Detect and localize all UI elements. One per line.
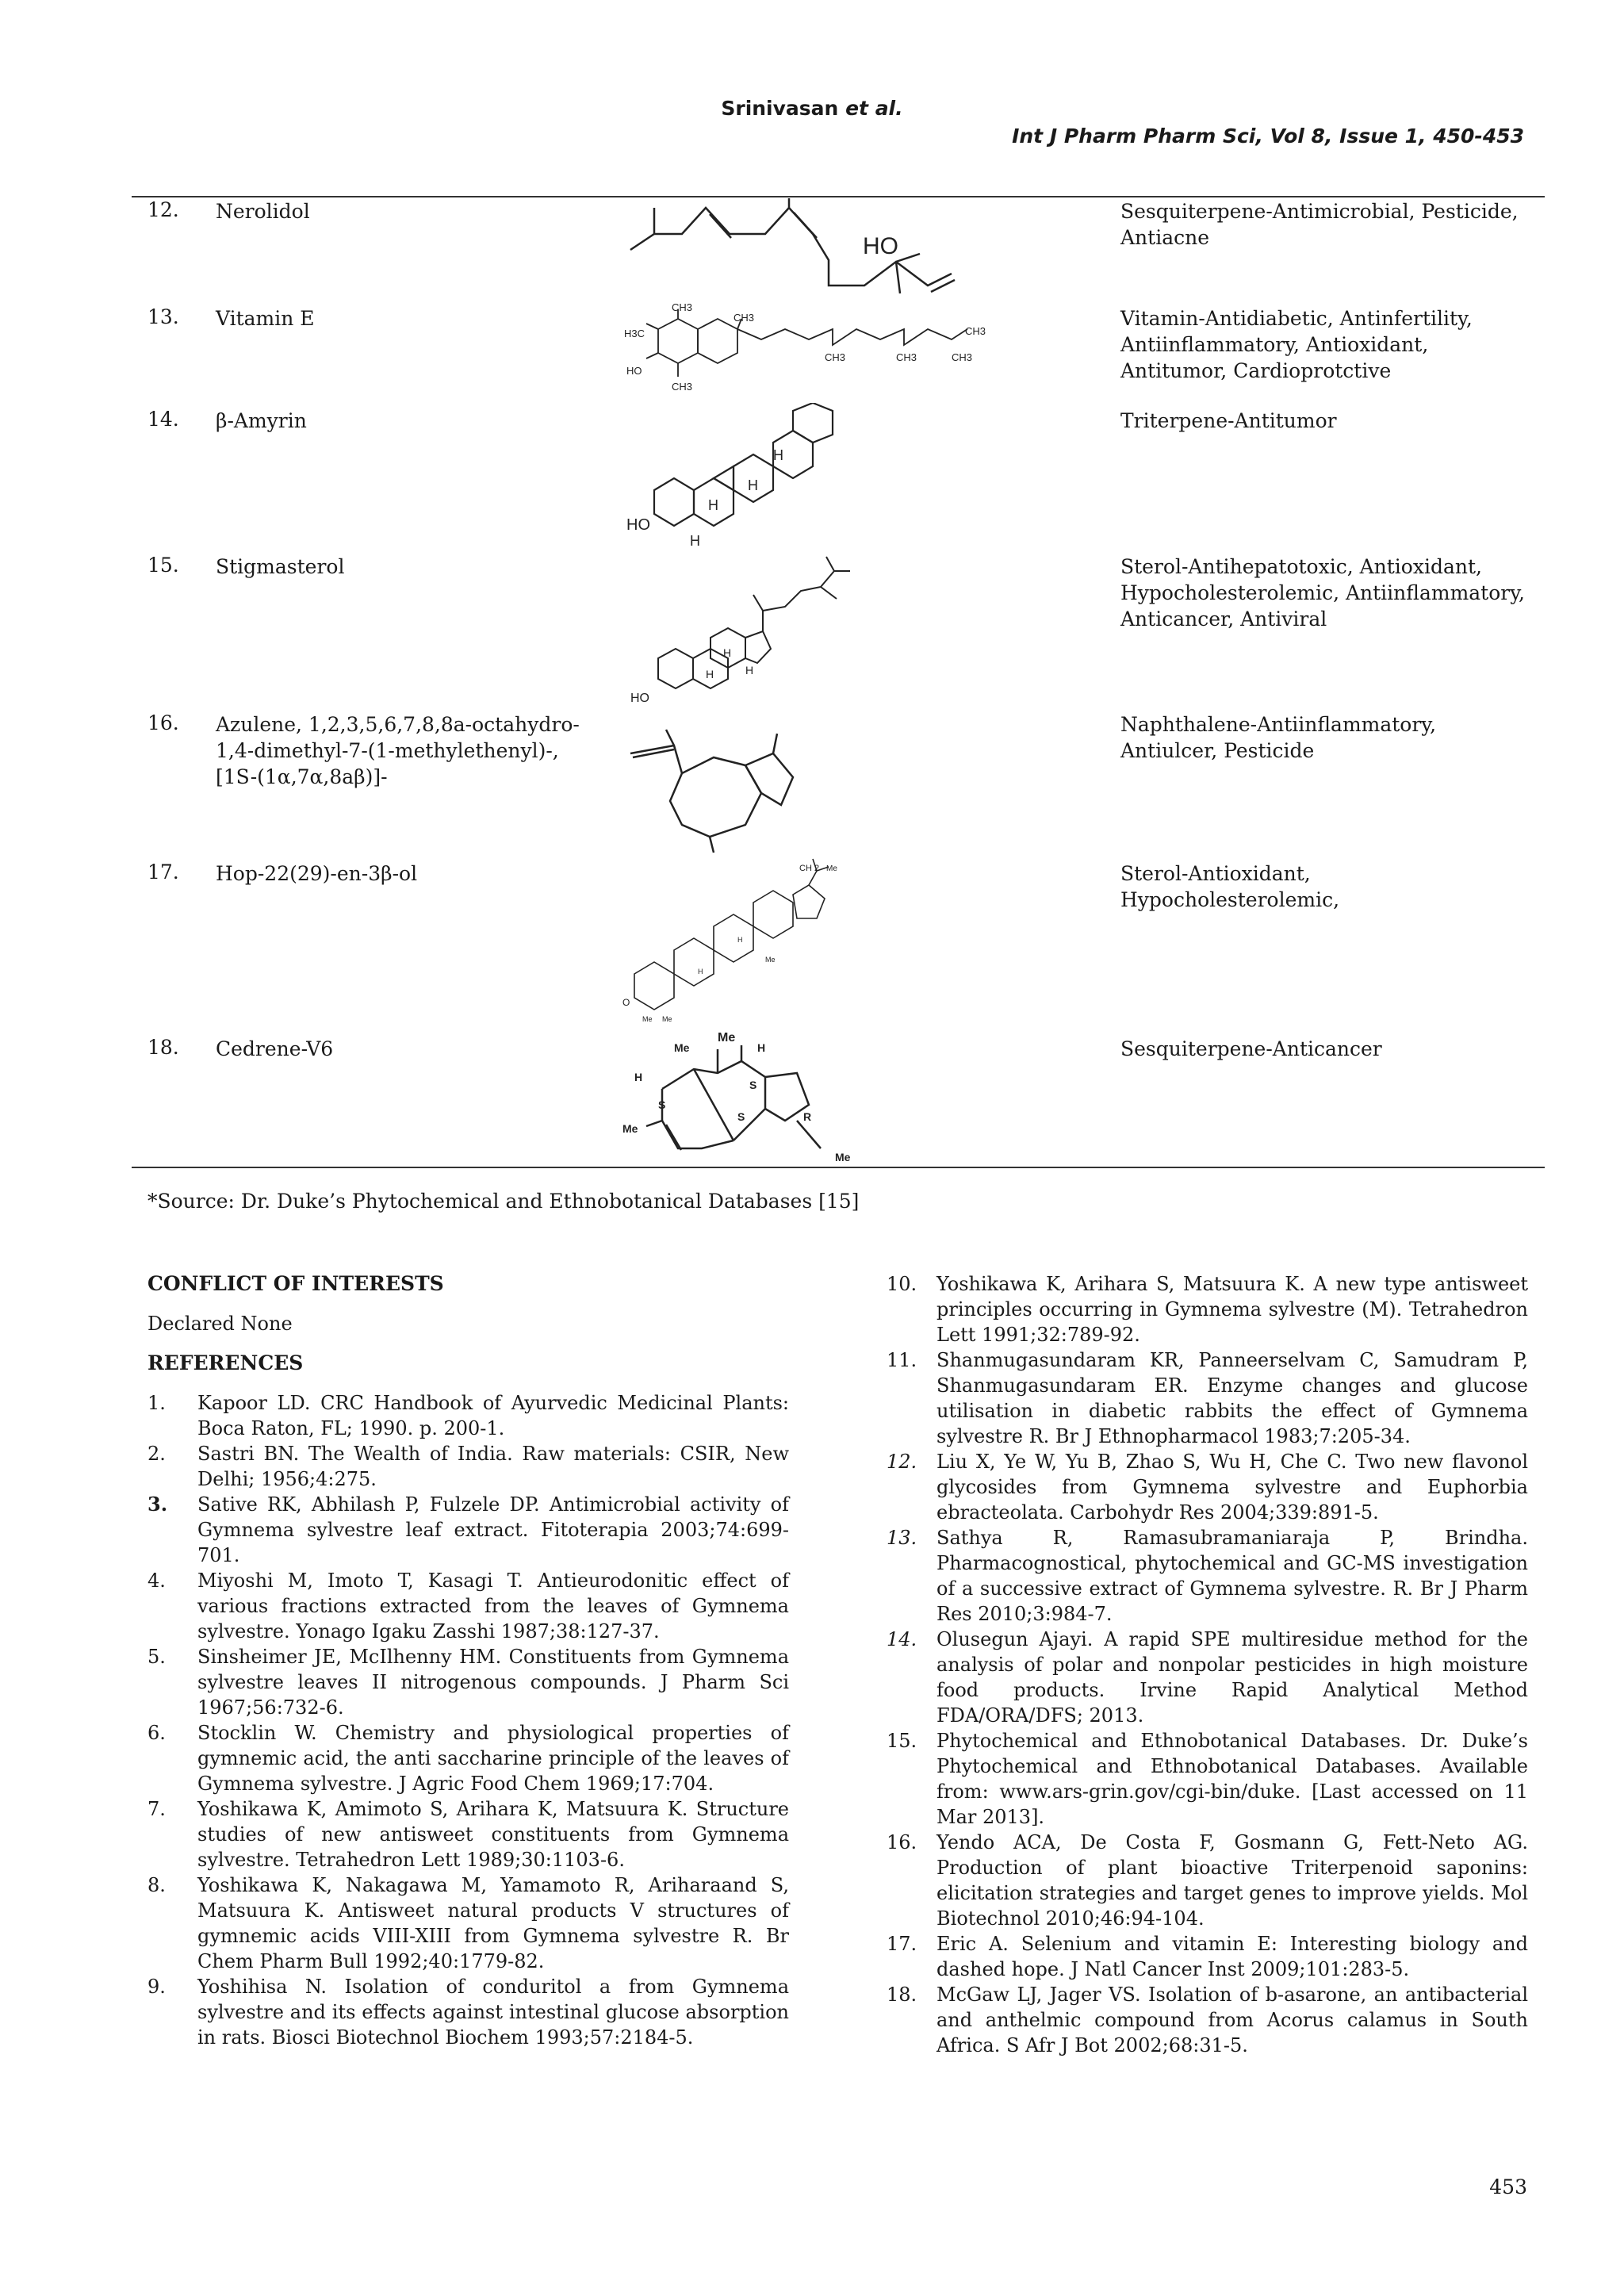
svg-text:Me: Me [826, 864, 837, 873]
reference-item: 15. Phytochemical and Ethnobotanical Databases. Dr. Duke’s Phytochemical and Ethnobotanical Databases. Available from: www.ars-grin.gov/cgi-bin/duke. [Last accessed on 11 Mar 2013]. [887, 1730, 1528, 1828]
svg-text:Me: Me [662, 1015, 672, 1023]
compound-name: Stigmasterol [216, 555, 345, 578]
svg-text:H: H [706, 668, 714, 680]
svg-text:S: S [737, 1110, 745, 1123]
row-number: 18. [147, 1036, 179, 1059]
references-heading: REFERENCES [147, 1351, 304, 1374]
compound-activity: Sesquiterpene-Antimicrobial, Pesticide, Antiacne [1120, 200, 1519, 249]
stigmasterol-structure [626, 555, 864, 706]
table-source-note: *Source: Dr. Duke’s Phytochemical and Ethnobotanical Databases [15] [147, 1190, 860, 1213]
row-number: 12. [147, 198, 179, 221]
reference-item: 16. Yendo ACA, De Costa F, Gosmann G, Fett-Neto AG. Production of plant bioactive Triterpenoid saponins: elicitation strategies and target genes to improve yields. Mol Biotechnol 2010;46:94-104. [887, 1831, 1528, 1930]
compound-name: Vitamin E [216, 307, 315, 330]
reference-item: 18. McGaw LJ, Jager VS. Isolation of b-asarone, an antibacterial and anthelmic compound from Acorus calamus in South Africa. S Afr J Bot 2002;68:31-5. [887, 1984, 1528, 2056]
row-number: 17. [147, 861, 179, 884]
svg-text:H: H [690, 533, 700, 549]
reference-item: 4. Miyoshi M, Imoto T, Kasagi T. Antieurodonitic effect of various fractions extracted from the leaves of Gymnema sylvestre. Yonago Igaku Zasshi 1987;38:127-37. [147, 1570, 789, 1642]
conflict-text: Declared None [147, 1313, 293, 1335]
compound-name: Nerolidol [216, 200, 310, 223]
reference-item: 10. Yoshikawa K, Arihara S, Matsuura K. A new type antisweet principles occurring in Gymnema sylvestre (M). Tetrahedron Lett 1991;32:789-92. [887, 1273, 1528, 1346]
svg-text:CH3: CH3 [733, 312, 755, 324]
svg-text:H: H [745, 664, 754, 677]
reference-item: 2. Sastri BN. The Wealth of India. Raw materials: CSIR, New Delhi; 1956;4:275. [147, 1443, 789, 1490]
svg-text:H: H [634, 1071, 643, 1083]
reference-item: 7. Yoshikawa K, Amimoto S, Arihara K, Matsuura K. Structure studies of new antisweet constituents from Gymnema sylvestre. Tetrahedron Lett 1989;30:1103-6. [147, 1798, 789, 1871]
svg-text:H: H [757, 1041, 766, 1054]
svg-text:HO: HO [630, 692, 649, 705]
svg-text:H: H [748, 477, 758, 493]
reference-item: 1. Kapoor LD. CRC Handbook of Ayurvedic Medicinal Plants: Boca Raton, FL; 1990. p. 200-1. [147, 1392, 789, 1439]
table-row [0, 711, 1624, 788]
reference-item: 12. Liu X, Ye W, Yu B, Zhao S, Wu H, Che C. Two new flavonol glycosides from Gymnema sylvestre and Euphorbia ebracteolata. Carbohydr Res 2004;339:891-5. [887, 1451, 1528, 1524]
compound-activity: Triterpene-Antitumor [1120, 409, 1337, 432]
reference-item: 17. Eric A. Selenium and vitamin E: Interesting biology and dashed hope. J Natl Cancer Inst 2009;101:283-5. [887, 1933, 1528, 1980]
reference-item: 9. Yoshihisa N. Isolation of conduritol a from Gymnema sylvestre and its effects against intestinal glucose absorption in rats. Biosci Biotechnol Biochem 1993;57:2184-5. [147, 1976, 789, 2049]
svg-text:S: S [749, 1079, 757, 1091]
svg-text:CH 2: CH 2 [799, 864, 820, 873]
svg-text:CH3: CH3 [965, 325, 986, 337]
compound-activity: Vitamin-Antidiabetic, Antinfertility, Antiinflammatory, Antioxidant, Antitumor, Cardioprotctive [1120, 307, 1473, 382]
hopenol-structure [619, 855, 872, 1029]
reference-item: 8. Yoshikawa K, Nakagawa M, Yamamoto R, Ariharaand S, Matsuura K. Antisweet natural products V structures of gymnemic acids VIII-XIII from Gymnema sylvestre R. Br Chem Pharm Bull 1992;40:1779-82. [147, 1874, 789, 1972]
running-head-author: Srinivasan et al. [721, 97, 903, 120]
svg-text:H: H [708, 497, 718, 513]
row-number: 15. [147, 554, 179, 577]
row-number: 13. [147, 305, 179, 328]
page-number: 453 [1489, 2175, 1527, 2198]
reference-item: 14. Olusegun Ajayi. A rapid SPE multiresidue method for the analysis of polar and nonpolar pesticides in high moisture food products. Irvine Rapid Analytical Method FDA/ORA/DFS; 2013. [887, 1628, 1528, 1727]
svg-text:Me: Me [765, 956, 776, 964]
row-number: 14. [147, 408, 179, 431]
vitamin-e-structure [622, 301, 995, 404]
svg-text:CH3: CH3 [672, 301, 693, 313]
svg-text:HO: HO [626, 516, 650, 534]
table-bottom-rule [132, 1167, 1545, 1168]
svg-text:R: R [803, 1110, 812, 1123]
svg-text:Me: Me [674, 1041, 690, 1054]
nerolidol-structure [626, 198, 983, 301]
compound-name: Hop-22(29)-en-3β-ol [216, 862, 418, 885]
compound-activity: Sterol-Antioxidant, Hypocholesterolemic, [1120, 862, 1340, 911]
svg-text:S: S [658, 1098, 666, 1111]
left-column [147, 1271, 789, 2050]
svg-text:CH3: CH3 [825, 351, 846, 363]
compound-name: Azulene, 1,2,3,5,6,7,8,8a-octahydro-1,4-dimethyl-7-(1-methylethenyl)-, [1S-(1α,7α,8aβ)]- [216, 713, 580, 788]
compound-name: Cedrene-V6 [216, 1037, 334, 1060]
reference-item: 13. Sathya R, Ramasubramaniaraja P, Brindha. Pharmacognostical, phytochemical and GC-MS investigation of a successive extract of Gymnema sylvestre. R. Br J Pharm Res 2010;3:984-7. [887, 1527, 1528, 1625]
beta-amyrin-structure [622, 403, 845, 554]
reference-item: 6. Stocklin W. Chemistry and physiological properties of gymnemic acid, the anti saccharine principle of the leaves of Gymnema sylvestre. J Agric Food Chem 1969;17:704. [147, 1722, 789, 1795]
azulene-structure [626, 722, 817, 857]
svg-text:H3C: H3C [624, 328, 645, 339]
cedrene-structure [615, 1029, 868, 1168]
svg-text:O: O [622, 997, 630, 1008]
svg-text:Me: Me [835, 1151, 851, 1163]
svg-text:Me: Me [642, 1015, 653, 1023]
svg-text:H: H [737, 936, 743, 944]
compound-activity: Naphthalene-Antiinflammatory, Antiulcer, Pesticide [1120, 713, 1437, 762]
reference-item: 3. Sative RK, Abhilash P, Fulzele DP. Antimicrobial activity of Gymnema sylvestre leaf extract. Fitoterapia 2003;74:699-701. [147, 1493, 789, 1566]
svg-text:Me: Me [718, 1031, 736, 1045]
svg-text:CH3: CH3 [896, 351, 917, 363]
svg-text:CH3: CH3 [672, 381, 693, 393]
compound-activity: Sterol-Antihepatotoxic, Antioxidant, Hypocholesterolemic, Antiinflammatory, Anticancer, Antiviral [1120, 555, 1525, 631]
svg-text:CH3: CH3 [952, 351, 973, 363]
svg-text:HO: HO [626, 365, 642, 377]
svg-text:H: H [773, 447, 783, 463]
svg-text:H: H [698, 968, 703, 976]
compound-name: β-Amyrin [216, 409, 307, 432]
row-number: 16. [147, 711, 179, 734]
reference-item: 5. Sinsheimer JE, McIlhenny HM. Constituents from Gymnema sylvestre leaves II nitrogenous compounds. J Pharm Sci 1967;56:732-6. [147, 1646, 789, 1719]
right-column [887, 1271, 1528, 2058]
compound-activity: Sesquiterpene-Anticancer [1120, 1037, 1382, 1060]
conflict-heading: CONFLICT OF INTERESTS [147, 1272, 444, 1295]
running-head-journal: Int J Pharm Pharm Sci, Vol 8, Issue 1, 450-453 [1012, 125, 1524, 148]
svg-text:H: H [723, 646, 732, 659]
reference-item: 11. Shanmugasundaram KR, Panneerselvam C, Samudram P, Shanmugasundaram ER. Enzyme changes and glucose utilisation in diabetic rabbits the effect of Gymnema sylvestre R. Br J Ethnopharmacol 1983;7:205-34. [887, 1349, 1528, 1447]
svg-text:Me: Me [622, 1122, 638, 1135]
svg-text:HO: HO [863, 233, 898, 259]
table-top-rule [132, 196, 1545, 197]
